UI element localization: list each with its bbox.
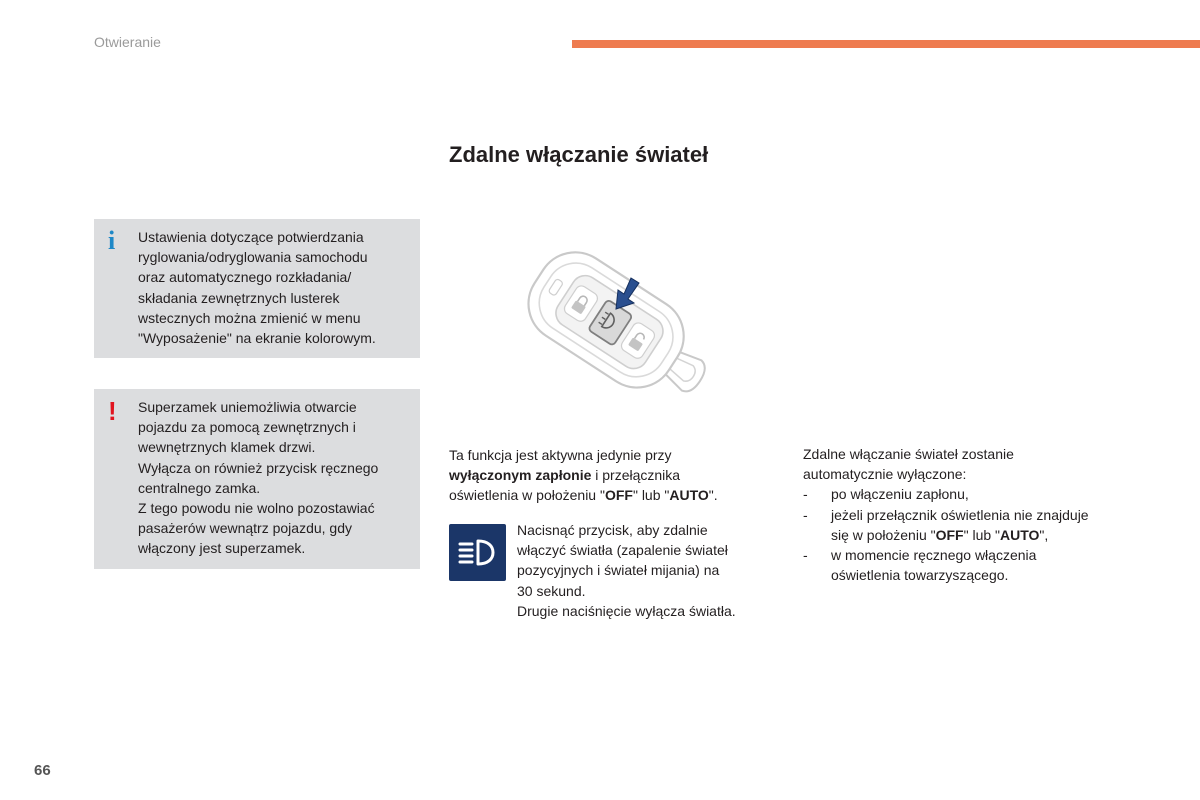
info-note [94, 219, 420, 358]
info-icon: i [108, 226, 116, 255]
page-title: Zdalne włączanie świateł [449, 142, 709, 167]
item-text: " lub " [963, 526, 1000, 543]
info-note-text [138, 227, 410, 348]
list-dash: - [803, 486, 808, 503]
instruction-line: Drugie naciśnięcie wyłącza światła. [517, 602, 736, 619]
condition-text: i przełącznika [591, 467, 681, 484]
warning-note-line: centralnego zamka. [138, 479, 261, 496]
info-note-line: wstecznych można zmienić w menu [138, 309, 361, 326]
condition-text: ". [708, 487, 718, 504]
info-note-line: oraz automatycznego rozkładania/ [138, 269, 352, 286]
list-dash: - [803, 506, 808, 523]
warning-note-text [138, 397, 410, 559]
auto-off-item [803, 545, 1133, 585]
warning-note-line: Superzamek uniemożliwia otwarcie [138, 399, 357, 415]
auto-label: AUTO [669, 487, 709, 504]
auto-off-item-text: po włączeniu zapłonu, [831, 486, 969, 503]
info-note-line: ryglowania/odryglowania samochodu [138, 249, 368, 266]
auto-off-conditions [803, 444, 1133, 585]
auto-off-intro: automatycznie wyłączone: [803, 466, 967, 483]
condition-line: Ta funkcja jest aktywna jedynie przy [449, 447, 672, 463]
warning-note-line: Wyłącza on również przycisk ręcznego [138, 459, 379, 476]
item-text: się w położeniu " [831, 526, 936, 543]
info-note-line: Ustawienia dotyczące potwierdzania [138, 229, 364, 245]
warning-note-line: pojazdu za pomocą zewnętrznych i [138, 419, 356, 436]
instruction-line: Nacisnąć przycisk, aby zdalnie [517, 522, 708, 538]
header-accent-bar [572, 40, 1200, 48]
auto-off-item-text: w momencie ręcznego włączenia [831, 547, 1037, 564]
warning-note [94, 389, 420, 569]
auto-off-intro: Zdalne włączanie świateł zostanie [803, 446, 1014, 462]
info-note-line: "Wyposażenie" na ekranie kolorowym. [138, 330, 376, 347]
key-fob-illustration [510, 235, 725, 420]
condition-text: oświetlenia w położeniu " [449, 487, 605, 504]
off-label: OFF [604, 487, 633, 504]
info-note-line: składania zewnętrznych lusterek [138, 289, 340, 306]
list-dash: - [803, 547, 808, 564]
page-number: 66 [34, 762, 51, 779]
instruction-line: 30 sekund. [517, 582, 586, 599]
item-text: ", [1039, 526, 1049, 543]
headlamp-icon [449, 524, 506, 581]
warning-note-line: włączony jest superzamek. [138, 540, 306, 557]
condition-bold: wyłączonym zapłonie [449, 467, 592, 484]
condition-text: " lub " [632, 487, 670, 504]
instruction-line: pozycyjnych i świateł mijania) na [517, 562, 720, 579]
warning-note-line: pasażerów wewnątrz pojazdu, gdy [138, 520, 353, 537]
condition-line [449, 465, 769, 485]
auto-off-item [803, 505, 1133, 545]
auto-off-item [803, 484, 1133, 504]
activation-condition-text [449, 445, 769, 506]
off-label: OFF [935, 526, 964, 543]
condition-line [449, 485, 769, 505]
instruction-line: włączyć światła (zapalenie świateł [517, 542, 728, 559]
button-instructions [517, 520, 777, 621]
section-title: Otwieranie [94, 34, 161, 50]
auto-off-item-text [831, 525, 1133, 545]
warning-note-line: wewnętrznych klamek drzwi. [138, 439, 316, 456]
warning-note-line: Z tego powodu nie wolno pozostawiać [138, 500, 375, 517]
warning-icon: ! [108, 396, 117, 426]
auto-off-item-text: jeżeli przełącznik oświetlenia nie znajduje [831, 506, 1089, 523]
auto-off-item-text: oświetlenia towarzyszącego. [831, 567, 1009, 584]
auto-label: AUTO [1000, 526, 1040, 543]
